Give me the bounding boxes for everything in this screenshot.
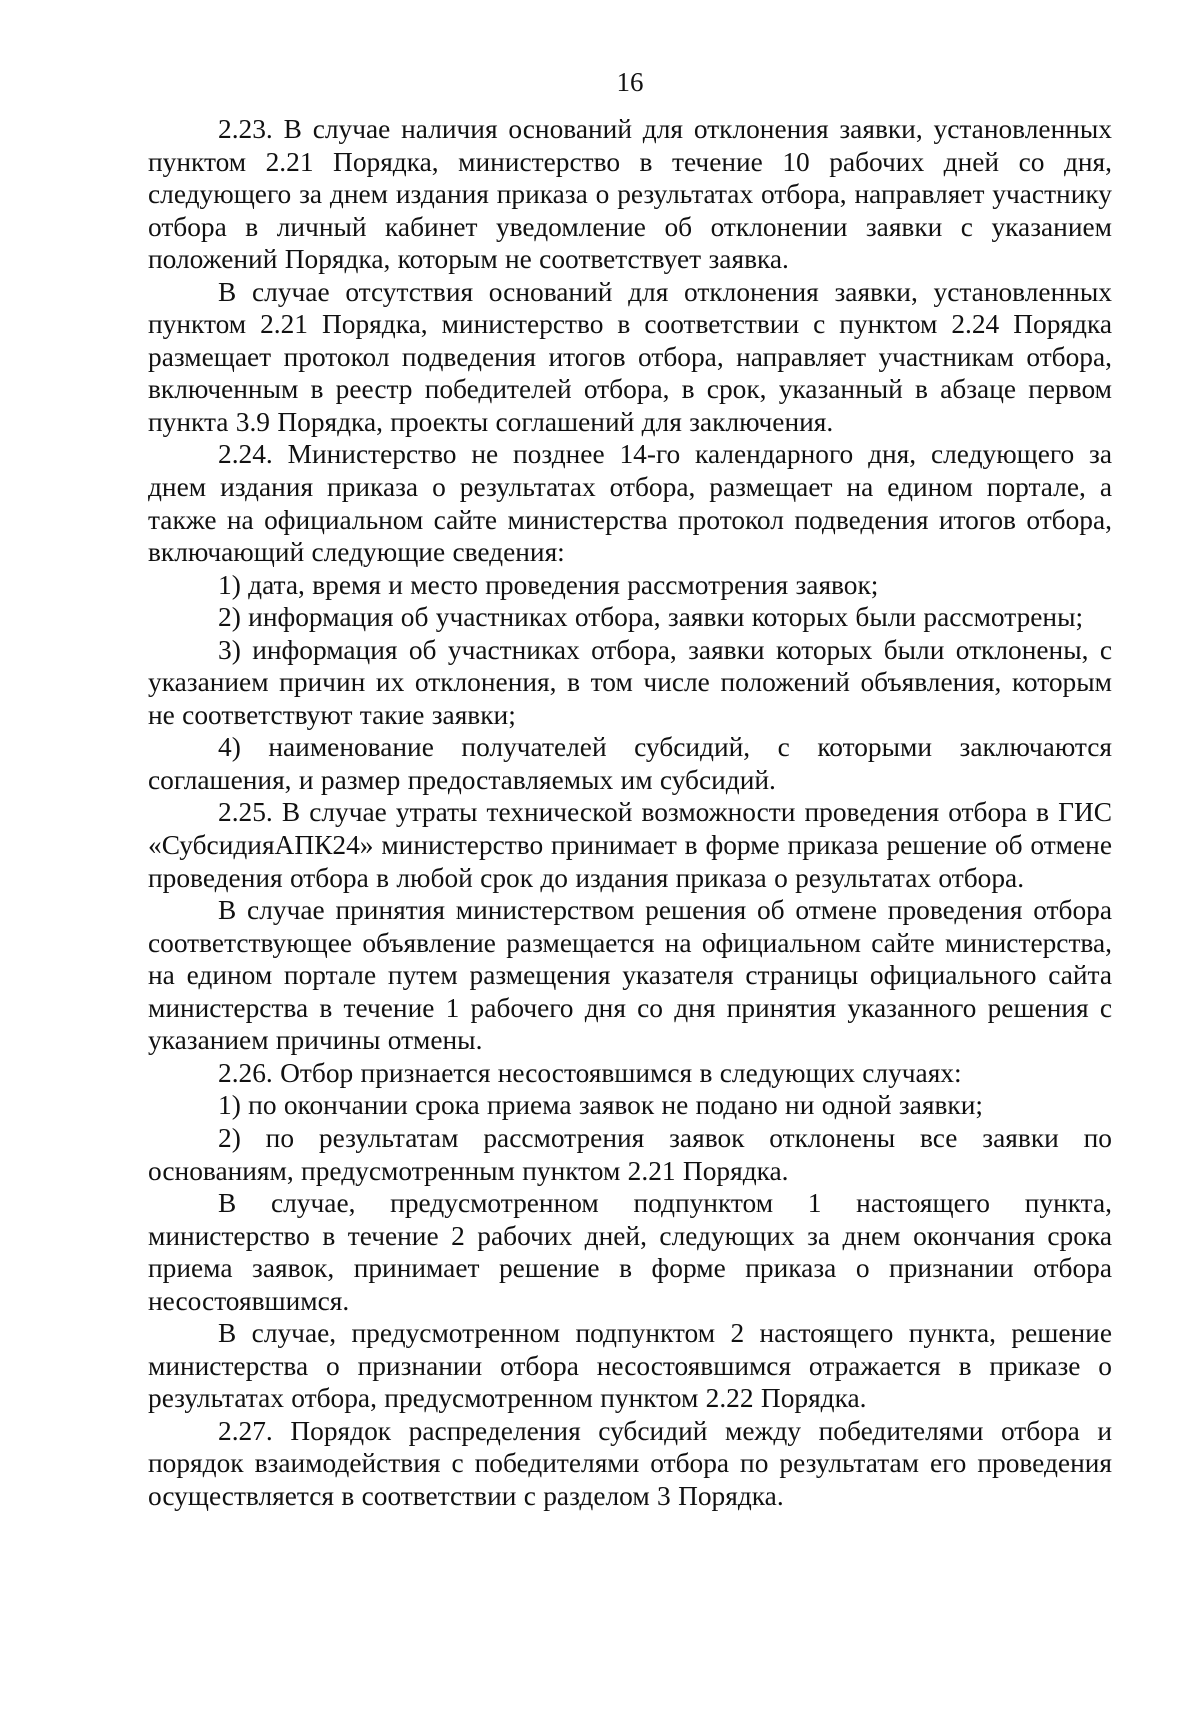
list-item-2-24-2: 2) информация об участниках отбора, заявки которых были рассмотрены; [218, 602, 1084, 633]
paragraph-2-23-no-grounds: В случае отсутствия оснований для отклонения заявки, установленных пунктом 2.21 Порядка, министерство в соответствии с пунктом 2.24 Порядка размещает протокол подведения итогов отбора, направляет участникам отбора, включенным в реестр победителей отбора, в срок, указанный в абзаце первом пункта 3.9 Порядка, проекты соглашений для заключения. [148, 276, 1112, 437]
paragraph-2-23: 2.23. В случае наличия оснований для отклонения заявки, установленных пунктом 2.21 Порядка, министерство в течение 10 рабочих дней со дня, следующего за днем издания приказа о результатах отбора, направляет участнику отбора в личный кабинет уведомление об отклонении заявки с указанием положений Порядка, которым не соответствует заявка. [148, 114, 1112, 275]
paragraph-2-25: 2.25. В случае утраты технической возможности проведения отбора в ГИС «СубсидияАПК24» министерство принимает в форме приказа решение об отмене проведения отбора в любой срок до издания приказа о результатах отбора. [148, 797, 1112, 893]
paragraph-2-26-case-1: В случае, предусмотренном подпунктом 1 настоящего пункта, министерство в течение 2 рабочих дней, следующих за днем окончания срока приема заявок, принимает решение в форме приказа о признании отбора несостоявшимся. [148, 1188, 1112, 1316]
list-item-2-24-1: 1) дата, время и место проведения рассмотрения заявок; [218, 569, 879, 600]
paragraph-2-27: 2.27. Порядок распределения субсидий между победителями отбора и порядок взаимодействия с победителями отбора по результатам его проведения осуществляется в соответствии с разделом 3 Порядка. [148, 1415, 1112, 1511]
page-number: 16 [616, 67, 644, 97]
paragraph-2-26-case-2: В случае, предусмотренном подпунктом 2 настоящего пункта, решение министерства о признании отбора несостоявшимся отражается в приказе о результатах отбора, предусмотренном пунктом 2.22 Порядка. [148, 1318, 1112, 1414]
list-item-2-26-2: 2) по результатам рассмотрения заявок отклонены все заявки по основаниям, предусмотренным пунктом 2.21 Порядка. [148, 1122, 1112, 1186]
list-item-2-24-4: 4) наименование получателей субсидий, с которыми заключаются соглашения, и размер предоставляемых им субсидий. [148, 732, 1112, 795]
list-item-2-26-1: 1) по окончании срока приема заявок не подано ни одной заявки; [218, 1090, 983, 1121]
paragraph-2-25-cancellation: В случае принятия министерством решения об отмене проведения отбора соответствующее объявление размещается на официальном сайте министерства, на едином портале путем размещения указателя страницы официального сайта министерства в течение 1 рабочего дня со дня принятия указанного решения с указанием причины отмены. [148, 895, 1112, 1056]
paragraph-2-26: 2.26. Отбор признается несостоявшимся в следующих случаях: [218, 1057, 962, 1088]
list-item-2-24-3: 3) информация об участниках отбора, заявки которых были отклонены, с указанием причин их отклонения, в том числе положений объявления, которым не соответствуют такие заявки; [148, 634, 1112, 730]
document-body [148, 113, 1112, 1513]
paragraph-2-24: 2.24. Министерство не позднее 14-го календарного дня, следующего за днем издания приказа о результатах отбора, размещает на едином портале, а также на официальном сайте министерства протокол подведения итогов отбора, включающий следующие сведения: [148, 439, 1112, 568]
